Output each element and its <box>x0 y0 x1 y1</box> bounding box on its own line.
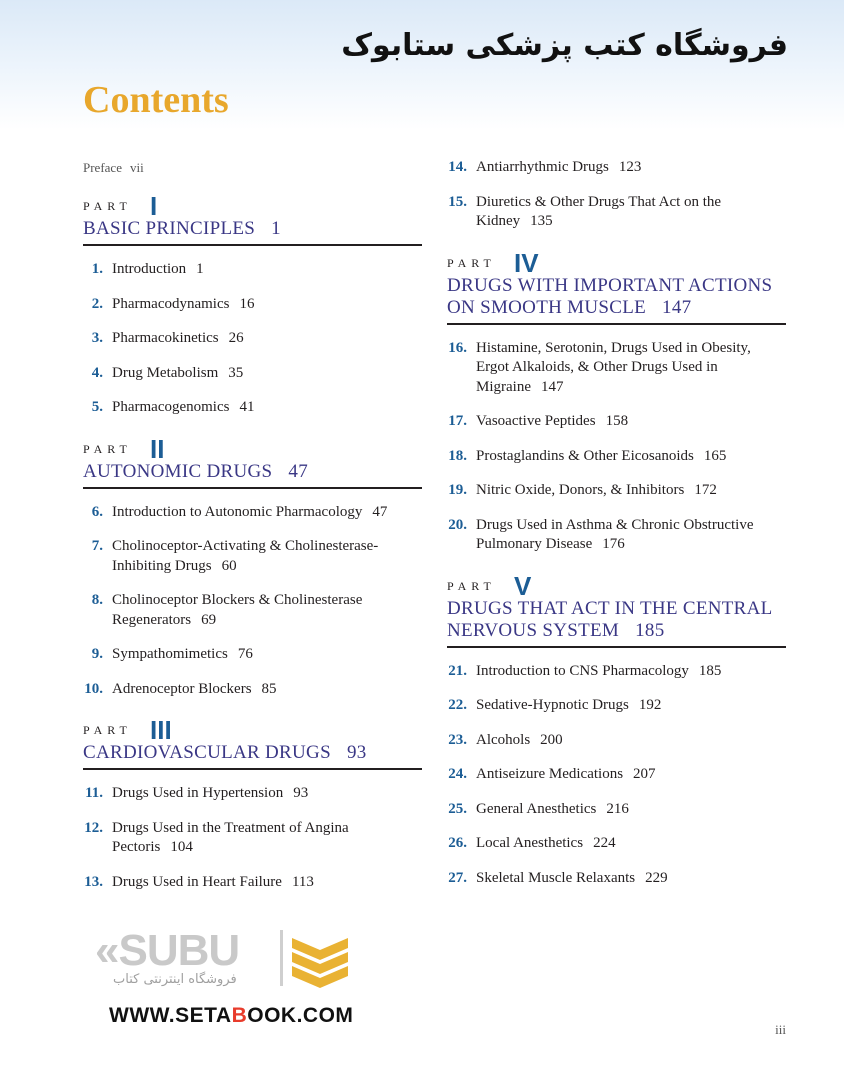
chapter-list <box>83 503 422 700</box>
chapter-title: Skeletal Muscle Relaxants <box>476 869 636 886</box>
part-title-text: DRUGS WITH IMPORTANT ACTIONS ON SMOOTH MUSCLE <box>447 274 773 318</box>
part-section <box>83 190 422 418</box>
chapter-entry[interactable] <box>83 873 422 893</box>
part-word: PART <box>83 723 132 737</box>
chapter-page: 93 <box>293 785 309 801</box>
chapter-entry[interactable] <box>83 645 422 665</box>
chapter-page: 165 <box>703 447 727 464</box>
chapter-title: Drugs Used in Asthma & Chronic Obstructive Pulmonary Disease <box>476 516 754 552</box>
watermark-url[interactable]: WWW.SETABOOK.COM <box>109 1004 354 1027</box>
chapter-page: 185 <box>698 662 722 679</box>
chapter-entry[interactable] <box>83 364 422 384</box>
chapter-entry[interactable] <box>447 765 786 785</box>
chapter-title: Alcohols <box>476 731 531 748</box>
chapter-page: 76 <box>237 646 253 662</box>
chapter-number: 19. <box>448 482 467 498</box>
setabook-watermark <box>95 926 365 1036</box>
chapter-title: Drug Metabolism <box>112 364 219 381</box>
chapter-title: Introduction to CNS Pharmacology <box>476 662 689 679</box>
chapter-page: 16 <box>239 295 255 312</box>
chapter-title: Pharmacodynamics <box>112 295 230 312</box>
chapter-page: 207 <box>633 766 656 782</box>
chapter-title: Prostaglandins & Other Eicosanoids <box>476 447 694 464</box>
chapter-title: Antiarrhythmic Drugs <box>476 159 609 175</box>
chapter-title: Drugs Used in Heart Failure <box>112 873 282 890</box>
chapter-list <box>83 260 422 418</box>
part-word: PART <box>447 255 496 270</box>
part-title[interactable] <box>83 740 422 770</box>
chapter-title: Cholinoceptor Blockers & Cholinesterase Regenerators <box>112 592 363 628</box>
chapter-title: Drugs Used in the Treatment of Angina Pectoris <box>112 819 349 855</box>
part-page: 147 <box>662 296 692 318</box>
part-page: 93 <box>346 742 367 763</box>
preface-entry[interactable] <box>83 160 422 180</box>
part-word: PART <box>447 578 496 593</box>
chapter-page: 216 <box>606 800 629 817</box>
chapter-title: Introduction to Autonomic Pharmacology <box>112 503 363 520</box>
right-column <box>447 158 786 903</box>
part-page: 1 <box>271 218 281 239</box>
chapter-title: Local Anesthetics <box>476 835 584 851</box>
part-heading <box>447 247 786 278</box>
chapter-title: General Anesthetics <box>476 800 597 817</box>
chapter-page: 135 <box>530 213 553 229</box>
chapter-title: Pharmacokinetics <box>112 330 219 346</box>
chapter-entry[interactable] <box>447 516 786 555</box>
part-heading <box>83 714 422 745</box>
chapter-number: 25. <box>448 800 467 817</box>
part-title[interactable] <box>447 273 786 325</box>
chapter-page: 113 <box>291 873 314 890</box>
chapter-number: 17. <box>448 413 467 429</box>
chapter-number: 9. <box>91 646 103 662</box>
chapter-entry[interactable] <box>447 731 786 751</box>
chapter-entry[interactable] <box>447 481 786 501</box>
chapter-number: 7. <box>91 538 103 554</box>
chapter-page: 47 <box>372 503 388 520</box>
chapter-entry[interactable] <box>83 260 422 280</box>
book-stack-icon <box>280 930 360 994</box>
chapter-page: 176 <box>602 536 625 552</box>
chapter-entry[interactable] <box>447 834 786 854</box>
chapter-entry[interactable] <box>447 447 786 467</box>
chapter-list <box>447 662 786 889</box>
chapter-list <box>83 784 422 892</box>
chapter-entry[interactable] <box>447 193 786 232</box>
chapter-number: 22. <box>448 697 467 713</box>
part-word: PART <box>83 199 132 213</box>
chapter-page: 60 <box>221 557 237 574</box>
part-title-text: CARDIOVASCULAR DRUGS <box>83 742 331 763</box>
part-title[interactable] <box>83 459 422 489</box>
chapter-page: 69 <box>201 611 217 628</box>
chapter-title: Pharmacogenomics <box>112 399 230 415</box>
chapter-number: 10. <box>84 680 103 697</box>
part-numeral: V <box>514 570 532 601</box>
part-heading <box>83 190 422 221</box>
chapter-number: 12. <box>84 819 103 836</box>
watermark-subtitle: فروشگاه اینترنتی کتاب <box>113 972 237 987</box>
chapter-entry[interactable] <box>447 869 786 889</box>
preface-label: Preface <box>83 160 122 175</box>
part-title-text: DRUGS THAT ACT IN THE CENTRAL NERVOUS SYSTEM <box>447 597 772 641</box>
chapter-page: 172 <box>694 482 717 498</box>
chapter-page: 200 <box>540 731 563 748</box>
chapter-title: Antiseizure Medications <box>476 766 624 782</box>
chapter-page: 1 <box>196 261 204 277</box>
part-section <box>83 714 422 892</box>
chapter-entry[interactable] <box>447 412 786 432</box>
chapter-entry[interactable] <box>83 398 422 418</box>
chapter-entry[interactable] <box>83 680 422 700</box>
chapter-number: 26. <box>448 835 467 851</box>
chapter-entry[interactable] <box>447 158 786 178</box>
chapter-title: Sympathomimetics <box>112 646 228 662</box>
chapter-page: 26 <box>228 330 244 346</box>
part-title[interactable] <box>447 596 786 648</box>
page-title: Contents <box>83 79 229 121</box>
chapter-page: 85 <box>261 680 277 697</box>
chapter-number: 6. <box>91 503 103 520</box>
chapter-entry[interactable] <box>83 503 422 523</box>
chapter-title: Cholinoceptor-Activating & Cholinesterase-Inhibiting Drugs <box>112 538 379 574</box>
part-numeral: IV <box>514 247 539 278</box>
chapter-number: 5. <box>91 399 103 415</box>
chapter-title: Nitric Oxide, Donors, & Inhibitors <box>476 482 685 498</box>
chapter-entry[interactable] <box>447 800 786 820</box>
chapter-page: 35 <box>228 364 244 381</box>
part-numeral: I <box>150 191 158 221</box>
chapter-number: 15. <box>448 193 467 210</box>
watermark-logo-text: «SUBU <box>95 926 240 975</box>
chapter-number: 20. <box>448 516 467 533</box>
chapter-number: 21. <box>448 662 467 679</box>
chapter-number: 1. <box>91 261 103 277</box>
chapter-page: 192 <box>638 697 662 713</box>
part-title-text: BASIC PRINCIPLES <box>83 218 256 239</box>
chapter-title: Introduction <box>112 261 187 277</box>
part-heading <box>83 433 422 464</box>
chapter-number: 8. <box>91 592 103 608</box>
preface-page: vii <box>129 160 144 175</box>
chapter-title: Sedative-Hypnotic Drugs <box>476 697 629 713</box>
chapter-page: 224 <box>593 835 616 851</box>
part-heading <box>447 570 786 601</box>
chapter-list <box>447 339 786 555</box>
chapter-number: 27. <box>448 869 467 886</box>
part-page: 185 <box>635 619 665 641</box>
chapter-number: 11. <box>85 785 103 801</box>
part-title[interactable] <box>83 216 422 246</box>
chapter-title: Drugs Used in Hypertension <box>112 785 284 801</box>
chapter-entry[interactable] <box>83 537 422 576</box>
chapter-page: 158 <box>605 413 629 429</box>
part-section <box>447 570 786 889</box>
chapter-page: 41 <box>239 399 255 415</box>
part-numeral: II <box>150 433 165 464</box>
chapter-number: 13. <box>84 873 103 890</box>
left-column <box>83 158 422 907</box>
chapter-entry[interactable] <box>447 662 786 682</box>
page-number: iii <box>775 1022 786 1037</box>
chapter-number: 4. <box>91 364 103 381</box>
chapter-number: 16. <box>448 339 467 356</box>
chapter-entry[interactable] <box>83 295 422 315</box>
chapter-number: 18. <box>448 447 467 464</box>
chapter-page: 147 <box>540 378 564 395</box>
part-section <box>83 433 422 700</box>
chapter-list <box>447 158 786 232</box>
part-page: 47 <box>288 460 309 482</box>
chapter-title: Histamine, Serotonin, Drugs Used in Obesity, Ergot Alkaloids, & Other Drugs Used in Migraine <box>476 339 751 395</box>
chapter-number: 14. <box>448 159 467 175</box>
chapter-page: 229 <box>645 869 668 886</box>
chapter-title: Diuretics & Other Drugs That Act on the Kidney <box>476 193 722 229</box>
chapter-page: 104 <box>170 839 193 855</box>
part-title-text: AUTONOMIC DRUGS <box>83 460 273 482</box>
chapter-title: Adrenoceptor Blockers <box>112 680 252 697</box>
chapter-entry[interactable] <box>83 591 422 630</box>
chapter-page: 123 <box>618 159 642 175</box>
chapter-entry[interactable] <box>83 329 422 349</box>
part-numeral: III <box>150 715 172 745</box>
chapter-number: 24. <box>448 766 467 782</box>
chapter-entry[interactable] <box>83 784 422 804</box>
chapter-entry[interactable] <box>447 339 786 398</box>
store-banner: فروشگاه کتب پزشکی ستابوک <box>341 28 788 63</box>
chapter-number: 23. <box>448 731 467 748</box>
chapter-number: 2. <box>91 295 103 312</box>
part-section <box>447 247 786 555</box>
chapter-number: 3. <box>91 330 103 346</box>
chapter-entry[interactable] <box>447 696 786 716</box>
chapter-entry[interactable] <box>83 819 422 858</box>
part-word: PART <box>83 441 132 456</box>
chapter-title: Vasoactive Peptides <box>476 413 596 429</box>
